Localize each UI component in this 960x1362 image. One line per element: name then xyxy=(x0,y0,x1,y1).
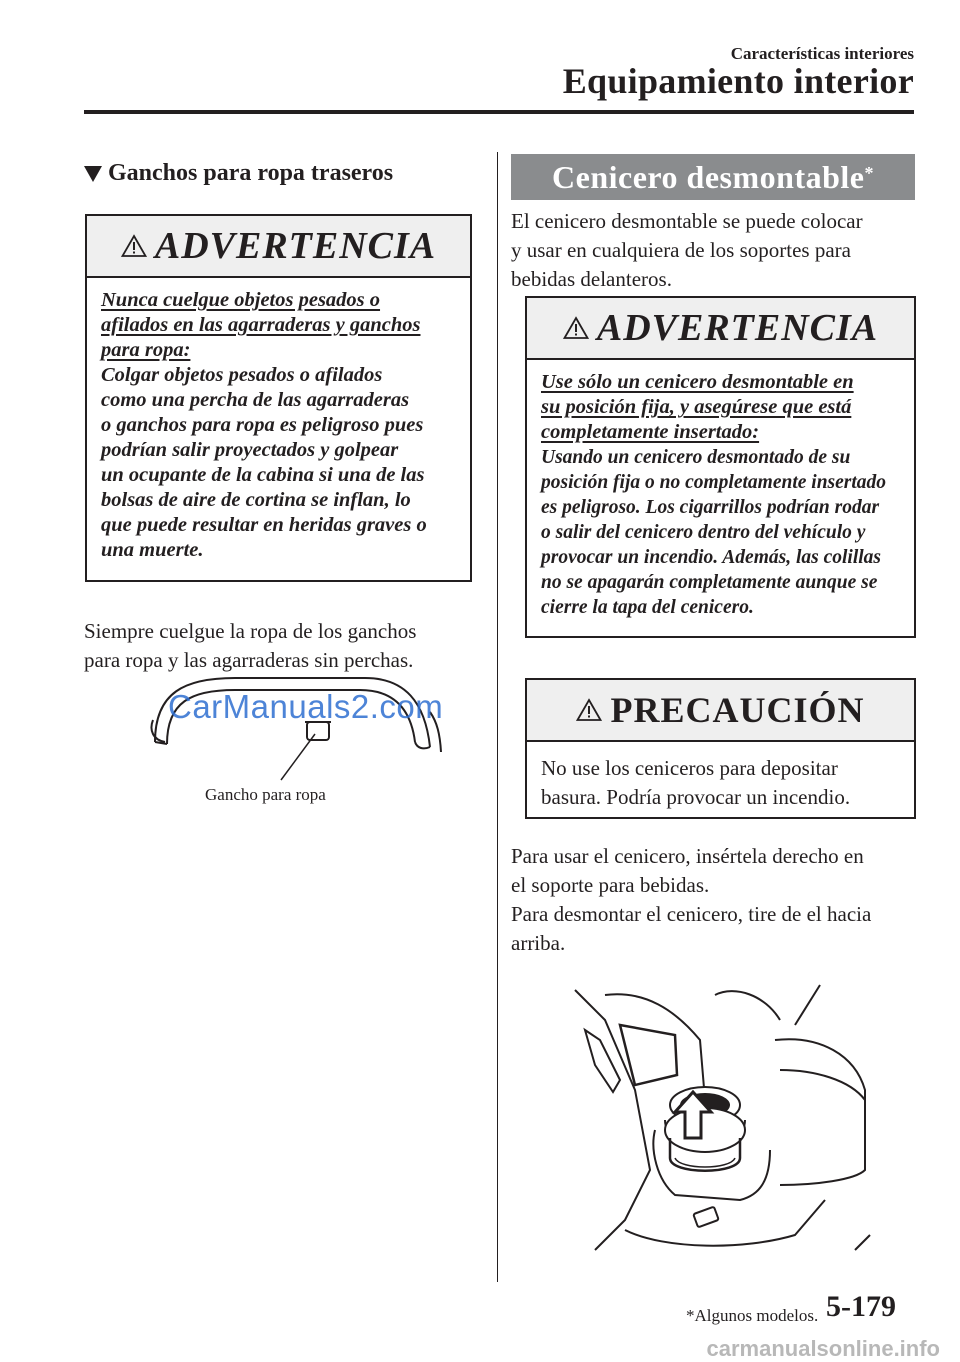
banner-title: Cenicero desmontable xyxy=(552,158,865,195)
warning-lead-line: afilados en las agarraderas y ganchos xyxy=(101,314,421,336)
caution-text-line: No use los ceniceros para depositar xyxy=(541,756,838,780)
page-number: 5-179 xyxy=(826,1290,896,1323)
warning-text-line: que puede resultar en heridas graves o xyxy=(101,514,427,536)
warning-header xyxy=(87,216,470,278)
warning-text-line: o salir del cenicero dentro del vehículo y xyxy=(541,522,866,543)
caution-body xyxy=(527,742,914,824)
warning-text-line: Colgar objetos pesados o afilados xyxy=(101,364,383,386)
warning-text-line: cierre la tapa del cenicero. xyxy=(541,597,754,618)
warning-triangle-icon xyxy=(563,316,589,340)
warning-text-line: posición fija o no completamente insertado xyxy=(541,472,887,493)
warning-text-line: como una percha de las agarraderas xyxy=(101,389,410,411)
warning-body xyxy=(527,360,914,630)
warning-lead-line: completamente insertado: xyxy=(541,421,760,443)
text-line: bebidas delanteros. xyxy=(511,267,672,291)
figure-label: Gancho para ropa xyxy=(205,785,326,804)
warning-body xyxy=(87,278,470,573)
warning-box-ashtray xyxy=(525,296,916,638)
text-line: Siempre cuelgue la ropa de los ganchos xyxy=(84,619,417,643)
text-line: Para desmontar el cenicero, tire de el hacia xyxy=(511,902,872,926)
caution-text-line: basura. Podría provocar un incendio. xyxy=(541,785,851,809)
warning-lead-line: su posición fija, y asegúrese que está xyxy=(541,396,852,418)
watermark-logo: CarManuals2.com xyxy=(168,688,444,725)
text-line: El cenicero desmontable se puede colocar xyxy=(511,209,863,233)
footnote: *Algunos modelos. xyxy=(686,1306,819,1325)
warning-text-line: Usando un cenicero desmontado de su xyxy=(541,447,851,468)
section-heading xyxy=(84,160,393,187)
hooks-paragraph xyxy=(84,617,484,675)
warning-text-line: o ganchos para ropa es peligroso pues xyxy=(101,414,424,436)
warning-label: ADVERTENCIA xyxy=(596,307,879,349)
triangle-bullet-icon xyxy=(84,166,102,182)
banner-footnote-mark: * xyxy=(864,162,874,183)
warning-text-line: podrían salir proyectados y golpear xyxy=(101,439,399,461)
ashtray-instructions xyxy=(511,842,921,958)
warning-box-hooks xyxy=(85,214,472,582)
column-divider xyxy=(497,152,498,1282)
text-line: el soporte para bebidas. xyxy=(511,873,710,897)
section-banner xyxy=(511,154,915,200)
text-line: arriba. xyxy=(511,931,566,955)
ashtray-intro xyxy=(511,207,921,294)
caution-box xyxy=(525,678,916,819)
warning-text-line: una muerte. xyxy=(101,539,204,561)
warning-text-line: un ocupante de la cabina si una de las xyxy=(101,464,425,486)
warning-lead-line: para ropa: xyxy=(101,339,191,361)
section-subtitle: Características interiores xyxy=(730,44,914,63)
section-heading-text: Ganchos para ropa traseros xyxy=(108,160,394,186)
warning-header xyxy=(527,298,914,360)
caution-triangle-icon xyxy=(576,698,602,722)
ashtray-console-illustration xyxy=(565,980,885,1270)
text-line: para ropa y las agarraderas sin perchas. xyxy=(84,648,414,672)
text-line: y usar en cualquiera de los soportes para xyxy=(511,238,851,262)
page-title: Equipamiento interior xyxy=(562,61,914,101)
warning-lead-line: Nunca cuelgue objetos pesados o xyxy=(101,289,381,311)
warning-triangle-icon xyxy=(121,234,147,258)
warning-text-line: bolsas de aire de cortina se inflan, lo xyxy=(101,489,411,511)
warning-text-line: provocar un incendio. Además, las colillas xyxy=(541,547,882,568)
header-divider xyxy=(84,110,914,114)
warning-text-line: es peligroso. Los cigarrillos podrían rodar xyxy=(541,497,880,518)
caution-header xyxy=(527,680,914,742)
footer-watermark: carmanualsonline.info xyxy=(706,1336,940,1361)
warning-text-line: no se apagarán completamente aunque se xyxy=(541,572,878,593)
caution-label: PRECAUCIÓN xyxy=(610,690,865,730)
text-line: Para usar el cenicero, insértela derecho en xyxy=(511,844,864,868)
warning-lead-line: Use sólo un cenicero desmontable en xyxy=(541,371,854,393)
warning-label: ADVERTENCIA xyxy=(154,225,437,267)
